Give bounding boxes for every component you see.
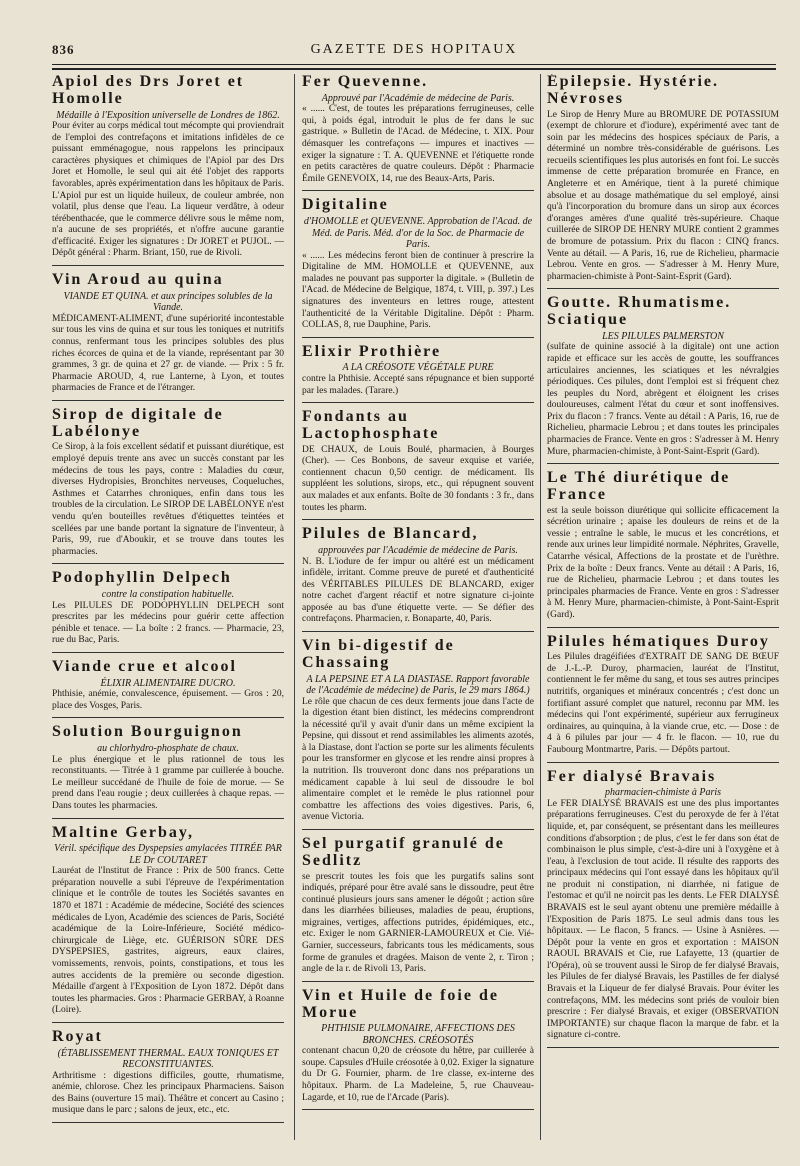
ad-body: DE CHAUX, de Louis Boulé, pharmacien, à Bourges (Cher). — Ces Bonbons, de saveur exquise et variée, contiennent chacun 0,50 centigr. de médicament. Ils suppléent les solutions, sirops, etc., qui répugnent souvent aux malades et aux enfants. Boîte de 30 fondants : 3 fr., dans toutes les pharm. — [302, 444, 534, 513]
ad-title: Fer Quevenne. — [302, 74, 429, 90]
ad-subtitle: contre la constipation habituelle. — [101, 589, 235, 601]
ad-body: Arthritisme : digestions difficiles, goutte, rhumatisme, anémie, chlorose. Chez les principaux Pharmaciens. Saison des Bains (ouverture 15 mai). Théâtre et concert au Casino ; musique dans le parc ; salons de jeux, etc., etc. — [52, 1070, 284, 1116]
ad-title: Sirop de digitale de Labélonye — [52, 405, 224, 440]
advertisement — [302, 638, 534, 830]
ad-subtitle: Approuvé par l'Académie de médecine de Paris. — [321, 92, 515, 104]
ad-title: Fondants au Lactophosphate — [302, 408, 440, 442]
advertisement — [547, 295, 779, 464]
column-left — [52, 74, 284, 1140]
advertisement — [547, 74, 779, 289]
ad-title: Elixir Prothière — [302, 342, 442, 360]
advertisement — [302, 836, 534, 982]
ad-body: Lauréat de l'Institut de France : Prix de 500 francs. Cette préparation nouvelle a subi l'épreuve de l'expérimentation clinique et le contrôle de toutes les Sociétés savantes en 1870 et 1871 : Académie de médecine, Société des sciences médicales de Lyon, Académie des sciences de Paris, Société académique de la Loire-Inférieure, Société médico-chirurgicale de Liège, etc. GUÉRISON SÛRE DES DYSPEPSIES, gastrites, aigreurs, eaux claires, vomissements, renvois, points, constipations, et tous les autres accidents de la première ou seconde digestion. Médaille d'argent à l'Exposition de Lyon 1872. Dépôt dans toutes les pharmacies. Gros : Pharmacie GERBAY, à Roanne (Loire). — [52, 866, 284, 1016]
advertisement — [52, 724, 284, 818]
ad-subtitle: pharmacien-chimiste à Paris — [604, 787, 722, 799]
ad-subtitle: (ÉTABLISSEMENT THERMAL. EAUX TONIQUES ET RECONSTITUANTES. — [57, 1047, 279, 1071]
ad-subtitle: Véril. spécifique des Dyspepsies amylacées TITRÉE PAR LE Dr COUTARET — [54, 843, 282, 866]
ad-title: Goutte. Rhumatisme. Sciatique — [547, 294, 732, 329]
advertisement — [52, 659, 284, 718]
ad-title: Digitaline — [302, 196, 389, 214]
ad-body: Ce Sirop, à la fois excellent sédatif et puissant diurétique, est employé depuis trente ans avec un succès constant par les médecins de tous les pays, contre : Maladies du cœur, diverses Hydropisies, Bronchites nerveuses, Coqueluches, Asthmes et Catarrhes chroniques, enfin dans tous les troubles de la circulation. Le SIROP DE LABÉLONYE n'est vendu qu'en bouteilles revêtues d'étiquettes teintées et scellées par une bande portant la signature de l'inventeur, à Paris, 99, rue d'Aboukir, et se trouve dans toutes les pharmacies. — [52, 442, 284, 557]
ad-body: Phthisie, anémie, convalescence, épuisement. — Gros : 20, place des Vosges, Paris. — [52, 689, 284, 711]
advertisement — [52, 1029, 284, 1123]
ad-title: Maltine Gerbay, — [52, 823, 194, 841]
column-divider — [540, 74, 541, 1140]
ad-body: Le Sirop de Henry Mure au BROMURE DE POTASSIUM (exempt de chlorure et d'iodure), expérimenté avec tant de soin par les médecins des hospices spéciaux de Paris, a déterminé un nombre très-considérable de guérisons. Les recueils scientifiques les plus autorisés en font foi. Le succès immense de cette préparation bromurée en France, en Angleterre et en Amérique, tient à la pureté chimique absolue et au dosage mathématique du sel employé, ainsi qu'à l'incorporation du bromure dans un sirop aux écorces d'oranges amères d'une qualité très-supérieure. Chaque cuillerée de SIROP DE HENRY MURE contient 2 grammes de bromure de potassium. Prix du flacon : CINQ francs. Vente au détail. — A Paris, 16, rue de Richelieu, pharmacie Lebrou. Vente en gros. — S'adresser à M. Henry Mure, pharmacien-chimiste à Pont-Saint-Esprit (Gard). — [547, 109, 779, 282]
page-header — [52, 40, 776, 66]
ad-body: Pour éviter au corps médical tout mécompte qui proviendrait de l'emploi des contrefaçons et imitations infidèles de ce puissant emménagogue, nous rappelons les principaux caractères physiques et chimiques de l'Apiol par des Drs Joret et Homolle, le seul qui ait été l'objet des rapports favorables, après expérimentation dans les hôpitaux de Paris. L'Apiol pur est un liquide huileux, de couleur ambrée, non volatil, plus dense que l'eau. La liqueur verdâtre, à odeur térébenthacée, que le commerce délivre sous le même nom, n'a aucune de ses propriétés, et n'offre aucune garantie d'efficacité. Exiger les signatures : Dr JORET et PUJOL. — Dépôt général : Pharm. Briant, 150, rue de Rivoli. — [52, 121, 284, 259]
ad-title: Fer dialysé Bravais — [547, 767, 717, 785]
running-title: GAZETTE DES HOPITAUX — [310, 42, 518, 57]
advertisement — [547, 470, 779, 627]
ad-subtitle: ÉLIXIR ALIMENTAIRE DUCRO. — [100, 677, 236, 689]
ad-title: Le Thé diurétique de France — [547, 469, 731, 503]
advertisement — [302, 409, 534, 520]
advertisement — [302, 344, 534, 403]
advertisement — [547, 634, 779, 763]
ad-body: contre la Phthisie. Accepté sans répugnance et bien supporté par les malades. (Tarare.) — [302, 373, 534, 396]
ad-subtitle: VIANDE ET QUINA. et aux principes solubles de la Viande. — [63, 290, 273, 314]
ad-title: Vin et Huile de foie de Morue — [302, 986, 499, 1021]
ad-title: Pilules de Blancard, — [302, 525, 479, 543]
ad-title: Viande crue et alcool — [52, 657, 237, 675]
ad-title: Royat — [52, 1027, 103, 1045]
column-divider — [294, 74, 295, 1140]
column-right — [547, 74, 779, 1140]
ad-title: Vin Aroud au quina — [52, 271, 224, 289]
ad-title: Vin bi-digestif de Chassaing — [302, 636, 455, 671]
ad-body: se prescrit toutes les fois que les purgatifs salins sont indiqués, préparé pour être avalé sans le dissoudre, peut être continué plusieurs jours sans amener le dégoût ; action sûre dans les diarrhées bilieuses, maladies de peau, éruptions, migraines, vertiges, affections putrides, épidémiques, etc., etc. Exiger le nom GARNIER-LAMOUREUX et Cie. Vié-Garnier, successeurs, fabricants tous les médicaments, sous forme de granules et dragées. Maison de vente 2, r. Tiron ; angle de la r. de Rivoli 13, Paris. — [302, 871, 534, 975]
ad-body: Le plus énergique et le plus rationnel de tous les reconstituants. — Titrée à 1 gramme par cuillerée à bouche. Le meilleur succédané de l'huile de foie de morue. — Se prend dans l'eau rougie ; deux cuillerées à chaque repas. — Dans toutes les pharmacies. — [52, 754, 284, 811]
ad-subtitle: au chlorhydro-phosphate de chaux. — [97, 743, 239, 755]
ad-title: Pilules hématiques Duroy — [547, 632, 770, 650]
ad-title: Solution Bourguignon — [52, 723, 243, 741]
advertisement — [302, 197, 534, 337]
advertisement — [547, 769, 779, 1048]
ad-body: « ...... C'est, de toutes les préparations ferrugineuses, celle qui, à poids égal, introduit le plus de fer dans le suc gastrique. » Bulletin de l'Acad. de Médecine, t. XIX. Pour démasquer les contrefaçons — impures et inactives — exiger la signature : T. A. QUEVENNE et l'étiquette ronde en petits caractères de quatre couleurs. Dépôt : Pharmacie Émile GENEVOIX, 14, rue des Beaux-Arts, Paris. — [302, 104, 534, 184]
advertisement — [52, 825, 284, 1023]
ad-body: MÉDICAMENT-ALIMENT, d'une supériorité incontestable sur tous les vins de quina et sur tous les toniques et nutritifs connus, renfermant tous les principes solubles des plus riches écorces de quina et de la viande, représentant par 30 grammes, 3 gr. de quina et 27 gr. de viande. — Prix : 5 fr. Pharmacie AROUD, 4, rue Lanterne, à Lyon, et toutes pharmacies de France et de l'étranger. — [52, 313, 284, 394]
column-middle — [302, 74, 534, 1140]
ad-subtitle: approuvées par l'Académie de médecine de Paris. — [318, 545, 518, 556]
ad-body: Les Pilules dragéifiées d'EXTRAIT DE SANG DE BŒUF de J.-L.-P. Duroy, pharmacien, lauréat de l'Institut, contiennent le fer même du sang, et tous ses autres principes nutritifs, organiques et minéraux concentrés ; c'est donc un fortifiant assuré complet que naturel, reconnu par MM. les médecins qui l'ont expérimenté, supérieur aux ferrugineux ordinaires, au quinquina, à la viande crue, etc. — Dose : de 4 à 6 pilules par jour — 4 fr. le flacon. — 10, rue du Faubourg Montmartre, Paris. — Dépôts partout. — [547, 652, 779, 755]
ad-subtitle: Médaille à l'Exposition universelle de Londres de 1862. — [56, 109, 280, 121]
header-rule — [52, 64, 776, 65]
ad-title: Apiol des Drs Joret et Homolle — [52, 74, 245, 107]
advertisement — [52, 407, 284, 564]
advertisement — [302, 74, 534, 191]
ad-title: Podophyllin Delpech — [52, 569, 232, 587]
ad-subtitle: PHTHISIE PULMONAIRE, AFFECTIONS DES BRONCHES. CRÉOSOTÉS — [321, 1023, 515, 1046]
ad-title: Sel purgatif granulé de Sedlitz — [302, 834, 505, 869]
ad-body: Les PILULES DE PODOPHYLLIN DELPECH sont prescrites par les médecins pour guérir cette affection pénible et tenace. — La boîte : 2 francs. — Pharmacie, 23, rue du Bac, Paris. — [52, 600, 284, 646]
ad-body: N. B. L'iodure de fer impur ou altéré est un médicament infidèle, irritant. Comme preuve de pureté et d'authenticité des VÉRITABLES PILULES DE BLANCARD, exiger notre cachet d'argent réactif et notre signature ci-jointe apposée au bas d'une étiquette verte. — Se défier des contrefaçons. Pharmacien, r. Bonaparte, 40, Paris. — [302, 556, 534, 625]
ad-subtitle: A LA PEPSINE ET A LA DIASTASE. Rapport favorable de l'Académie de médecine) de Paris, le 29 mars 1864.) — [306, 673, 530, 697]
ad-subtitle: LES PILULES PALMERSTON — [602, 330, 724, 342]
ad-body: contenant chacun 0,20 de créosote du hêtre, par cuillerée à soupe. Capsules d'Huile créosotée à 0,02. Exiger la signature du Dr G. Fournier, pharm. de 1re classe, ex-interne des hôpitaux. Pharm. de La Madeleine, 5, rue Chauveau-Lagarde, et 10, rue de l'Arcade (Paris). — [302, 1046, 534, 1103]
ad-body: Le FER DIALYSÉ BRAVAIS est une des plus importantes préparations ferrugineuses. C'est du peroxyde de fer à l'état liquide, et, par conséquent, se présentant dans les meilleures conditions d'absorption ; de plus, c'est le fer dans son état de combinaison le plus simple, c'est-à-dire uni à l'oxygène et à l'eau, à l'exclusion de tout acide. Il résulte des rapports des principaux médecins qui l'ont essayé dans les hôpitaux qu'il ne produit ni constipation, ni diarrhée, ni fatigue de l'estomac et qu'il ne noircit pas les dents. Le FER DIALYSÉ BRAVAIS est le seul ayant obtenu une première médaille à l'Exposition de Paris 1875. Le seul admis dans tous les hôpitaux. — Le flacon, 5 francs. — Usine à Asnières. — Dépôt pour la vente en gros et exportation : MAISON RAOUL BRAVAIS et Cie, rue Lafayette, 13 (quartier de l'Opéra), où se trouvent aussi le Sirop de fer dialysé Bravais, les Pilules de fer dialysé Bravais, les Pastilles de fer dialysé Bravais et la Liqueur de fer dialysé Bravais. Pour éviter les contrefaçons, MM. les médecins sont priés de vouloir bien prescrire : Fer dialysé Bravais, et exiger (OBSERVATION IMPORTANTE) sur chaque flacon la marque de fabr. et la signature ci-contre. — [547, 798, 779, 1041]
ad-body: « ...... Les médecins feront bien de continuer à prescrire la Digitaline de MM. HOMOLLE et QUEVENNE, aux malades ne pouvant pas supporter la digitale. » (Bulletin de l'Acad. de Médecine de Belgique, 1874, t. VIII, p. 397.) Les signatures des inventeurs en lettres rouge, attestent l'authenticité de la Véritable Digitaline. Dépôt : Pharm. COLLAS, 8, rue Dauphine, Paris. — [302, 250, 534, 331]
advertisement — [302, 988, 534, 1110]
advertisement — [52, 272, 284, 401]
ad-title: Épilepsie. Hystérie. Névroses — [547, 74, 719, 107]
ad-body: (sulfate de quinine associé à la digitale) ont une action rapide et efficace sur les accès de goutte, les souffrances articulaires anciennes, les sciatiques et les névralgies périodiques. Ces pilules, dont l'emploi est si fréquent chez les peuples du Nord, abrègent et éloignent les crises douloureuses, calment l'état du cœur et sont inoffensives. Prix du flacon : 7 francs. Vente au détail : A Paris, 16, rue de Richelieu, pharmacie Lebrou ; et dans toutes les principales pharmacies de France. Vente en gros : S'adresser à M. Henry Mure, pharmacien-chimiste, à Pont-Saint-Esprit (Gard). — [547, 342, 779, 457]
ad-subtitle: A LA CRÉOSOTE VÉGÉTALE PURE — [342, 362, 494, 374]
advertisement — [52, 74, 284, 266]
page-number: 836 — [52, 42, 75, 57]
advertisement — [52, 570, 284, 653]
ad-subtitle: d'HOMOLLE et QUEVENNE. Approbation de l'Acad. de Méd. de Paris. Méd. d'or de la Soc. de Pharmacie de Paris. — [303, 216, 533, 251]
header-rule-double — [52, 68, 776, 70]
advertisement — [302, 526, 534, 632]
ad-body: est la seule boisson diurétique qui sollicite efficacement la sécrétion urinaire ; apaise les douleurs de reins et de la vessie ; entraîne le sable, le mucus et les concrétions, et rende aux urines leur limpidité normale. Néphrites, Gravelle, Catarrhe vésical, Affections de la prostate et de l'urèthre. Prix de la boîte : Deux francs. Vente au détail : A Paris, 16, rue de Richelieu, pharmacie Lebrou ; et dans toutes les principales pharmacies de France. Vente en gros : S'adresser à M. Henry Mure, pharmacien-chimiste, à Pont-Saint-Esprit (Gard). — [547, 505, 779, 620]
ad-body: Le rôle que chacun de ces deux ferments joue dans l'acte de la digestion étant bien distinct, les médecins comprendront la nécessité qu'il y avait d'unir dans un même excipient la Pepsine, qui dissout et rend assimilables les aliments azotés, à la Diastase, dont l'action se porte sur les aliments féculents pour les transformer en glycose et les rendre ainsi propres à la nutrition. Ils trouveront donc dans nos préparations un médicament capable à lui seul de dissoudre le bol alimentaire complet et le remède le plus rationnel pour combattre les affections des voies digestives. Paris, 6, avenue Victoria. — [302, 696, 534, 823]
